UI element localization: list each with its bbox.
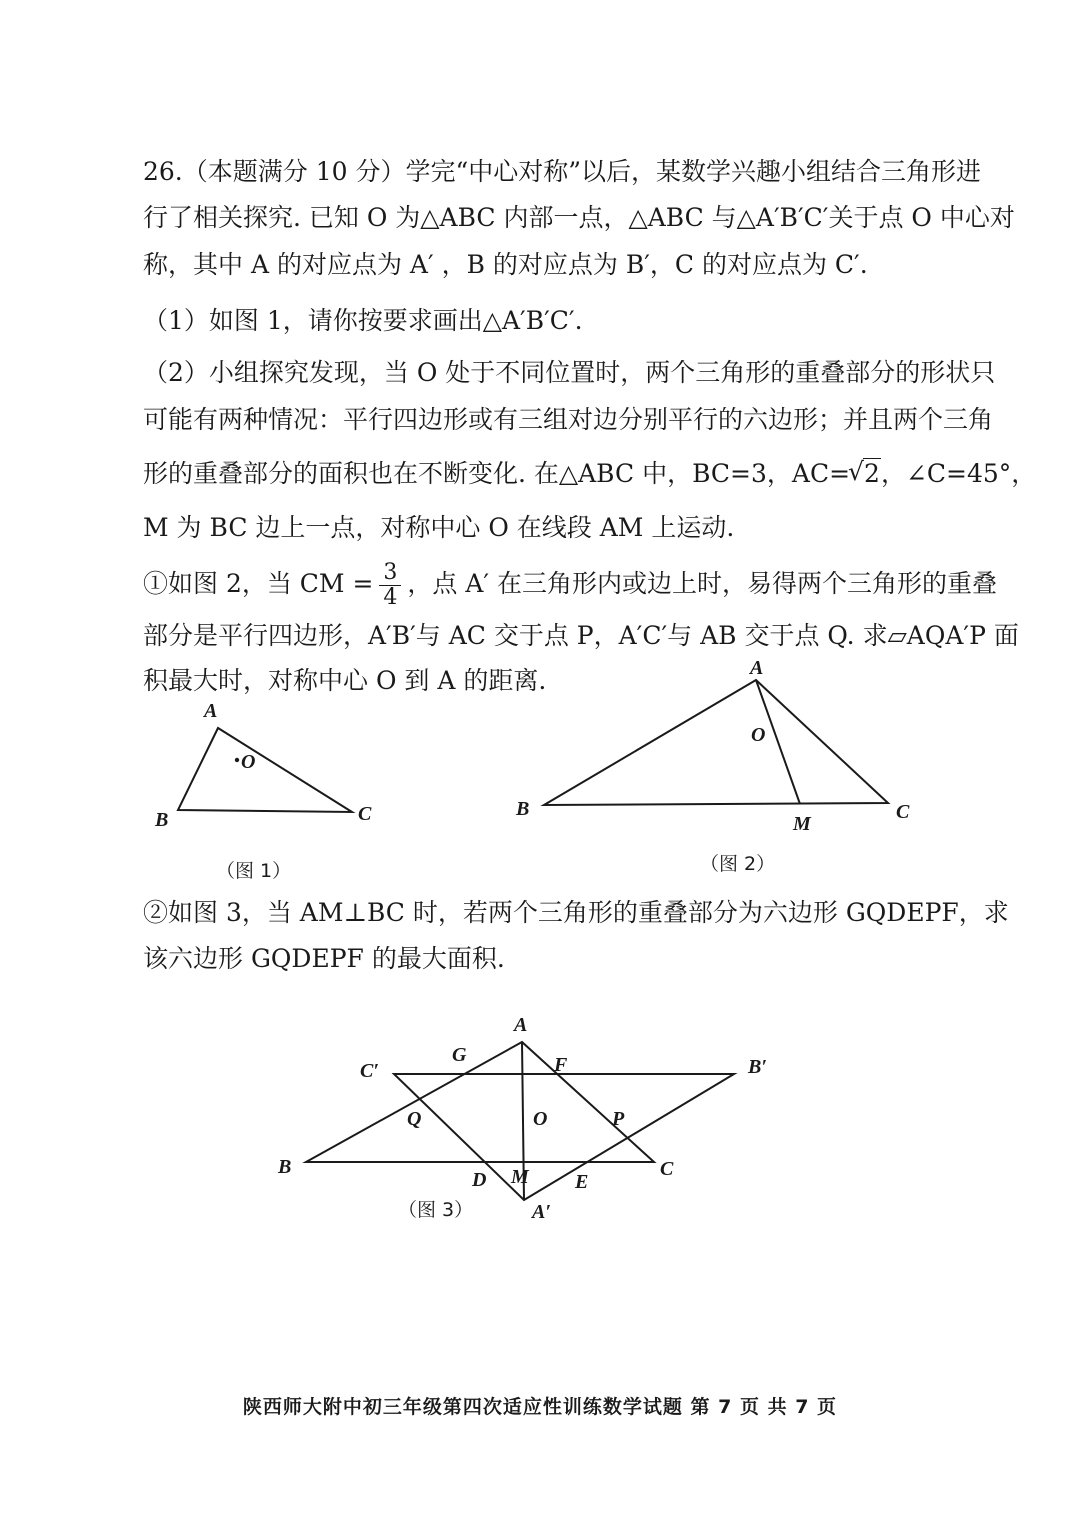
part-1-text: （1）如图 1，请你按要求画出△A′B′C′. — [143, 306, 583, 335]
triangle-a2b2c2-fig3 — [394, 1074, 734, 1200]
part-2-line-3 — [143, 458, 1036, 490]
question-1-line-3: 积最大时，对称中心 O 到 A 的距离. — [143, 666, 547, 695]
point-o-dot — [235, 758, 239, 762]
label-b: B — [155, 809, 169, 831]
label-c: C — [660, 1158, 674, 1180]
question-2-line-1: ②如图 3，当 AM⊥BC 时，若两个三角形的重叠部分为六边形 GQDEPF，求 — [143, 898, 1009, 927]
figure-2-caption: （图 2） — [700, 853, 776, 875]
sqrt-expression — [850, 458, 881, 490]
label-a: A — [514, 1014, 528, 1036]
triangle-abc-fig1 — [178, 728, 352, 812]
label-c-prime: C′ — [360, 1060, 379, 1082]
label-o: O — [533, 1108, 548, 1130]
label-p: P — [612, 1108, 625, 1130]
label-o: O — [751, 724, 766, 746]
label-c: C — [358, 803, 372, 825]
figure-3 — [270, 1005, 810, 1235]
part-2-line-3-end: ，∠C=45°， — [880, 459, 1037, 488]
part-2-line-2: 可能有两种情况：平行四边形或有三组对边分别平行的六边形；并且两个三角 — [143, 405, 994, 434]
part-2-line-4: M 为 BC 边上一点，对称中心 O 在线段 AM 上运动. — [143, 513, 735, 542]
label-a-prime: A′ — [532, 1201, 551, 1223]
question-2-line-2: 该六边形 GQDEPF 的最大面积. — [143, 944, 505, 973]
label-f: F — [554, 1054, 568, 1076]
label-m: M — [511, 1166, 529, 1188]
label-q: Q — [407, 1108, 422, 1130]
page-footer: 陕西师大附中初三年级第四次适应性训练数学试题 第 7 页 共 7 页 — [242, 1396, 838, 1418]
problem-line-3: 称，其中 A 的对应点为 A′ ，B 的对应点为 B′，C 的对应点为 C′. — [143, 250, 868, 279]
part-2-line-1: （2）小组探究发现，当 O 处于不同位置时，两个三角形的重叠部分的形状只 — [143, 358, 996, 387]
fraction-3-4 — [379, 560, 401, 610]
figure-1 — [140, 690, 400, 840]
problem-line-2: 行了相关探究. 已知 O 为△ABC 内部一点，△ABC 与△A′B′C′关于点 O 中心对 — [143, 203, 1015, 232]
figure-1-caption: （图 1） — [216, 860, 292, 882]
label-d: D — [472, 1169, 487, 1191]
question-1-line-2: 部分是平行四边形，A′B′与 AC 交于点 P，A′C′与 AB 交于点 Q. 求▱AQA′P 面 — [143, 621, 1019, 650]
label-c: C — [896, 801, 910, 823]
part-2-line-3-start: 形的重叠部分的面积也在不断变化. 在△ABC 中，BC=3，AC= — [143, 459, 851, 488]
question-1-start: ①如图 2，当 CM = — [143, 569, 374, 598]
label-e: E — [575, 1171, 589, 1193]
label-b: B — [516, 798, 530, 820]
figure-3-caption: （图 3） — [398, 1199, 474, 1221]
problem-line-1: 26.（本题满分 10 分）学完“中心对称”以后，某数学兴趣小组结合三角形进 — [143, 157, 982, 186]
label-b: B — [278, 1156, 292, 1178]
label-a: A — [750, 657, 764, 679]
label-m: M — [793, 813, 811, 835]
fraction-denominator: 4 — [383, 585, 398, 610]
triangle-abc-fig3 — [306, 1042, 654, 1162]
question-1-rest: ，点 A′ 在三角形内或边上时，易得两个三角形的重叠 — [407, 569, 998, 598]
question-1-line-1 — [143, 560, 998, 610]
triangle-abc-fig2 — [544, 680, 888, 805]
label-b-prime: B′ — [748, 1056, 767, 1078]
label-g: G — [452, 1044, 467, 1066]
figure-2 — [500, 650, 930, 840]
sqrt-radicand: 2 — [864, 459, 880, 488]
fraction-numerator: 3 — [379, 563, 401, 586]
label-a: A — [204, 700, 218, 722]
label-o: O — [241, 751, 256, 773]
